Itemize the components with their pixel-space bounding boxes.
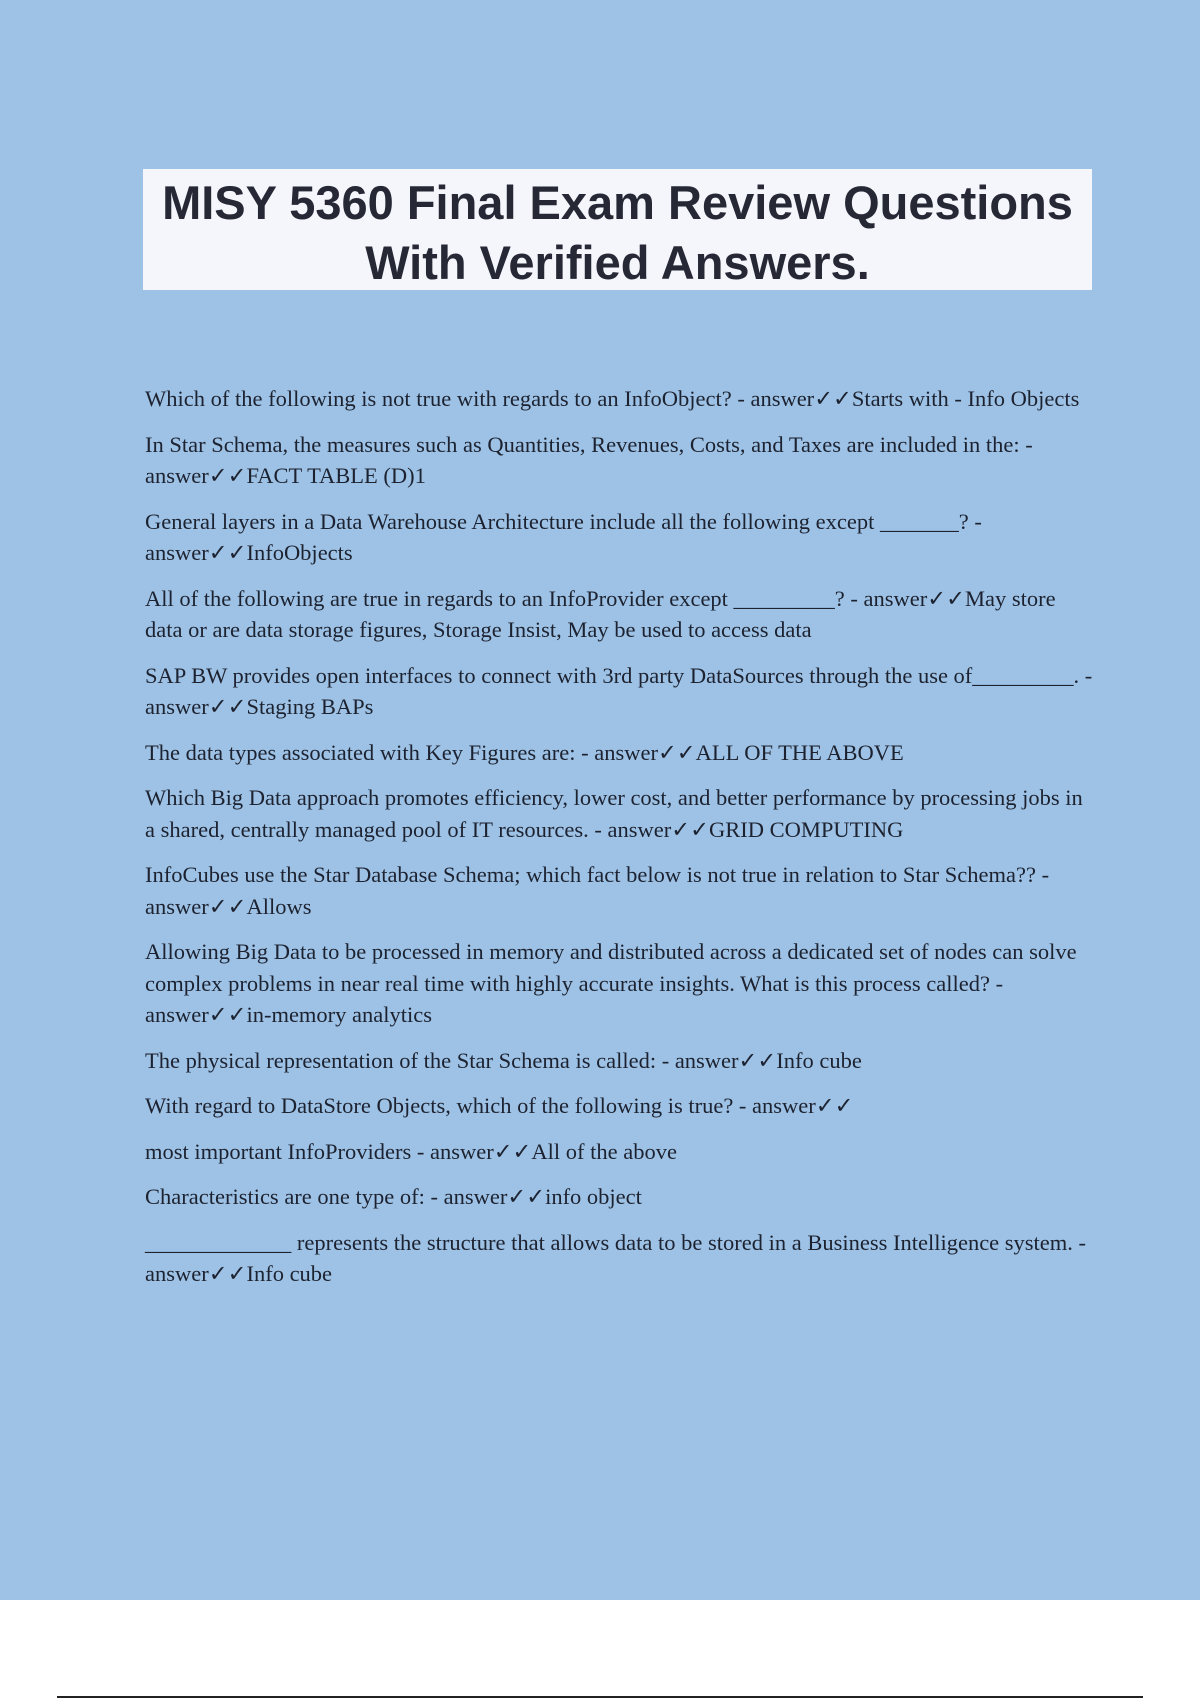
check-marks: ✓✓ [208, 1261, 247, 1286]
answer-text: All of the above [531, 1138, 677, 1164]
answer-text: Starts with - Info Objects [851, 386, 1080, 411]
question-text: Allowing Big Data to be processed in memory and distributed across a dedicated set of nodes can solve complex problems in near real time with highly accurate insights. What is this process called? - answer [145, 939, 1077, 1027]
check-marks: ✓✓ [738, 1047, 777, 1073]
qa-item [145, 737, 1095, 769]
question-text: Characteristics are one type of: - answer [145, 1184, 508, 1209]
check-marks: ✓✓ [208, 893, 247, 919]
qa-item [145, 1227, 1095, 1290]
question-text: In Star Schema, the measures such as Quantities, Revenues, Costs, and Taxes are included in the: - answer [145, 431, 1033, 488]
answer-text: in-memory analytics [246, 1002, 433, 1027]
answer-text: GRID COMPUTING [708, 816, 904, 842]
qa-item [145, 936, 1095, 1031]
question-text: most important InfoProviders - answer [145, 1138, 494, 1164]
answer-text: FACT TABLE (D)1 [246, 463, 426, 488]
question-text: InfoCubes use the Star Database Schema; which fact below is not true in relation to Star Schema?? - answer [145, 862, 1050, 919]
check-marks: ✓✓ [507, 1184, 546, 1209]
answer-text: Info cube [246, 1261, 333, 1286]
qa-item [145, 1181, 1095, 1213]
answer-text: info object [545, 1184, 642, 1209]
title-box [143, 169, 1092, 290]
qa-item [145, 383, 1095, 415]
question-text: With regard to DataStore Objects, which of the following is true? - answer [145, 1093, 816, 1118]
check-marks: ✓✓ [815, 1093, 854, 1118]
qa-item [145, 429, 1095, 492]
question-text: SAP BW provides open interfaces to connect with 3rd party DataSources through the use of_________. - answer [145, 662, 1093, 719]
question-text: All of the following are true in regards to an InfoProvider except _________? - answer [145, 585, 928, 611]
question-text: Which Big Data approach promotes efficiency, lower cost, and better performance by processing jobs in a shared, centrally managed pool of IT resources. - answer [145, 785, 1083, 842]
qa-item [145, 1090, 1095, 1122]
question-text: _____________ represents the structure that allows data to be stored in a Business Intelligence system. - answer [145, 1229, 1087, 1286]
answer-text: May store data or are data storage figures, Storage Insist, May be used to access data [145, 585, 1056, 642]
check-marks: ✓✓ [208, 540, 247, 565]
answer-text: ALL OF THE ABOVE [695, 739, 904, 765]
answer-text: Info cube [776, 1047, 862, 1073]
check-marks: ✓✓ [208, 463, 247, 488]
qa-item [145, 506, 1095, 569]
page-title-line-2: With Verified Answers. [365, 236, 870, 289]
check-marks: ✓✓ [927, 585, 965, 611]
question-text: Which of the following is not true with regards to an InfoObject? - answer [145, 386, 815, 411]
qa-item [145, 782, 1095, 845]
answer-text: InfoObjects [246, 540, 353, 565]
answer-text: Staging BAPs [246, 694, 374, 719]
qa-item [145, 583, 1095, 646]
qa-list [145, 383, 1095, 1304]
answer-text: Allows [246, 893, 312, 919]
qa-item [145, 1045, 1095, 1077]
check-marks: ✓✓ [671, 816, 709, 842]
question-text: The data types associated with Key Figures are: - answer [145, 739, 658, 765]
question-text: The physical representation of the Star Schema is called: - answer [145, 1047, 739, 1073]
check-marks: ✓✓ [814, 386, 852, 411]
qa-item [145, 660, 1095, 723]
footer-divider [57, 1696, 1143, 1698]
qa-item [145, 859, 1095, 922]
check-marks: ✓✓ [208, 1002, 247, 1027]
check-marks: ✓✓ [493, 1138, 532, 1164]
question-text: General layers in a Data Warehouse Architecture include all the following except _______? - answer [145, 508, 982, 565]
check-marks: ✓✓ [208, 694, 247, 719]
page-title-line-1: MISY 5360 Final Exam Review Questions [162, 176, 1073, 229]
qa-item [145, 1136, 1095, 1168]
check-marks: ✓✓ [657, 739, 696, 765]
